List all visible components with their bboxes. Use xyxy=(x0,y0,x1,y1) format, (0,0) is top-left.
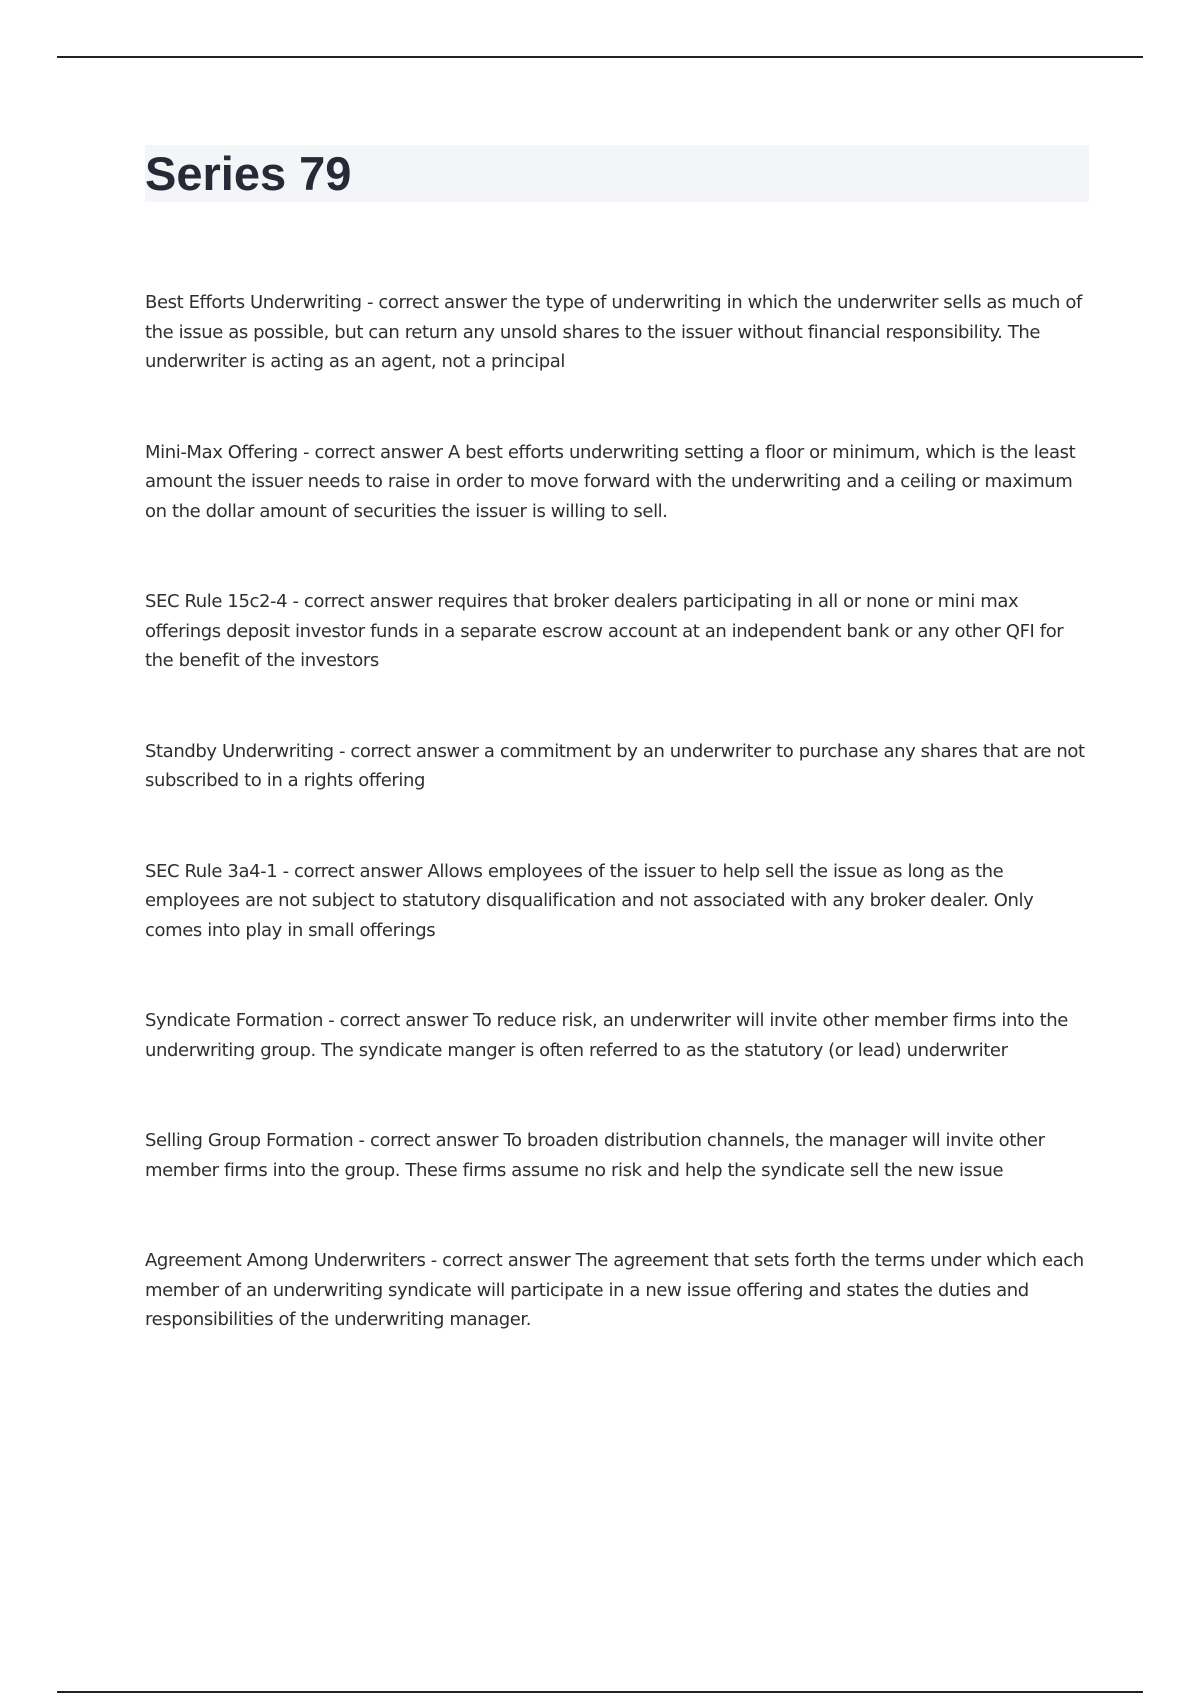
flashcard-list xyxy=(145,288,1089,1335)
footer-rule xyxy=(57,1691,1143,1693)
flashcard-entry: Agreement Among Underwriters - correct answer The agreement that sets forth the terms under which each member of an underwriting syndicate will participate in a new issue offering and states the duties and responsibilities of the underwriting manager. xyxy=(145,1250,1084,1330)
page-title: Series 79 xyxy=(145,147,352,200)
header-rule xyxy=(57,56,1143,58)
flashcard-entry: Standby Underwriting - correct answer a commitment by an underwriter to purchase any shares that are not subscribed to in a rights offering xyxy=(145,740,1085,791)
document-body xyxy=(145,145,1089,1396)
flashcard-entry: SEC Rule 3a4-1 - correct answer Allows employees of the issuer to help sell the issue as long as the employees are not subject to statutory disqualification and not associated with any broker dealer. Only comes into play in small offerings xyxy=(145,860,1034,941)
flashcard-entry: Selling Group Formation - correct answer To broaden distribution channels, the manager will invite other member firms into the group. These firms assume no risk and help the syndicate sell the new issue xyxy=(145,1130,1045,1181)
flashcard-entry: Mini-Max Offering - correct answer A best efforts underwriting setting a floor or minimum, which is the least amount the issuer needs to raise in order to move forward with the underwriting and a ceiling or maximum on the dollar amount of securities the issuer is willing to sell. xyxy=(145,441,1076,522)
flashcard-entry: Syndicate Formation - correct answer To reduce risk, an underwriter will invite other member firms into the underwriting group. The syndicate manger is often referred to as the statutory (or lead) underwriter xyxy=(145,1010,1068,1061)
flashcard-entry: Best Efforts Underwriting - correct answer the type of underwriting in which the underwriter sells as much of the issue as possible, but can return any unsold shares to the issuer without financial responsibility. The underwriter is acting as an agent, not a principal xyxy=(145,292,1082,372)
title-banner xyxy=(145,145,1089,202)
flashcard-entry: SEC Rule 15c2-4 - correct answer requires that broker dealers participating in all or none or mini max offerings deposit investor funds in a separate escrow account at an independent bank or any other QFI for the benefit of the investors xyxy=(145,591,1064,671)
